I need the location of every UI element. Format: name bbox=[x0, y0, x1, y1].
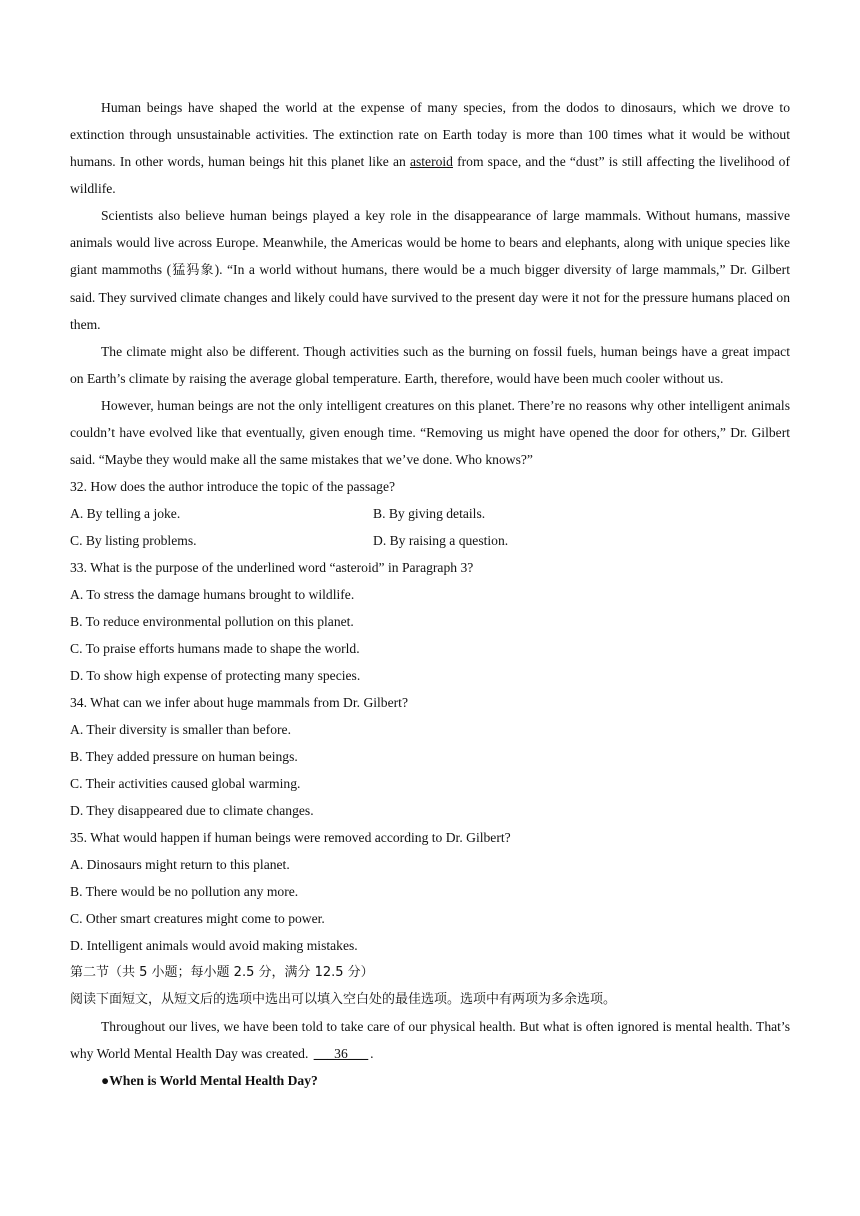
paragraph-2-chinese-term: 猛犸象 bbox=[171, 263, 215, 278]
question-34-option-a: A. Their diversity is smaller than before. bbox=[70, 722, 291, 737]
question-32-option-c: C. By listing problems. bbox=[70, 533, 197, 548]
paragraph-2-text-a: Scientists also believe human beings played a key role in the disappearance of large mammals. Without humans, massive animals would live across Europe. Meanwhile, the Americas would be home to bears and elephants, along with unique species like giant mammoths ( bbox=[70, 208, 790, 277]
question-32-stem: 32. How does the author introduce the topic of the passage? bbox=[70, 479, 396, 494]
question-33-option-c: C. To praise efforts humans made to shape the world. bbox=[70, 641, 360, 656]
question-35-option-d: D. Intelligent animals would avoid making mistakes. bbox=[70, 938, 358, 953]
document-page bbox=[70, 94, 790, 1094]
question-34-option-c: C. Their activities caused global warming. bbox=[70, 776, 301, 791]
paragraph-4: However, human beings are not the only intelligent creatures on this planet. There’re no reasons why other intelligent animals couldn’t have evolved like that eventually, given enough time. “Removing us might have opened the door for others,” Dr. Gilbert said. “Maybe they would make all the same mistakes that we’ve done. Who knows?” bbox=[70, 398, 790, 467]
question-35-option-c: C. Other smart creatures might come to power. bbox=[70, 911, 325, 926]
question-33-option-d: D. To show high expense of protecting many species. bbox=[70, 668, 361, 683]
section-2-paragraph-1-end: . bbox=[370, 1046, 374, 1061]
section-2-paragraph-1-text: Throughout our lives, we have been told to take care of our physical health. But what is often ignored is mental health. That’s why World Mental Health Day was created. bbox=[70, 1019, 790, 1061]
question-35-stem: 35. What would happen if human beings were removed according to Dr. Gilbert? bbox=[70, 830, 511, 845]
question-35-option-b: B. There would be no pollution any more. bbox=[70, 884, 299, 899]
section-2-paragraph-1 bbox=[70, 1013, 790, 1067]
question-34-option-b: B. They added pressure on human beings. bbox=[70, 749, 298, 764]
question-33-option-b: B. To reduce environmental pollution on this planet. bbox=[70, 614, 354, 629]
question-32-options-row-1 bbox=[70, 500, 790, 527]
blank-36: ___36___ bbox=[313, 1046, 369, 1061]
paragraph-1 bbox=[70, 94, 790, 202]
question-34-option-d: D. They disappeared due to climate changes. bbox=[70, 803, 314, 818]
section-2-instructions: 阅读下面短文，从短文后的选项中选出可以填入空白处的最佳选项。选项中有两项为多余选项。 bbox=[70, 992, 617, 1007]
paragraph-1-text-b: from space, and the “dust” is still affecting the livelihood of wildlife. bbox=[70, 154, 790, 196]
question-32-option-a: A. By telling a joke. bbox=[70, 506, 181, 521]
paragraph-3: The climate might also be different. Though activities such as the burning on fossil fuels, human beings have a great impact on Earth’s climate by raising the average global temperature. Earth, therefore, would have been much cooler without us. bbox=[70, 344, 790, 386]
question-32-option-d: D. By raising a question. bbox=[373, 533, 509, 548]
section-2-heading: 第二节（共 5 小题；每小题 2.5 分，满分 12.5 分） bbox=[70, 965, 374, 980]
question-33-option-a: A. To stress the damage humans brought to wildlife. bbox=[70, 587, 355, 602]
underlined-word-asteroid: asteroid bbox=[409, 154, 453, 169]
question-32-options-row-2 bbox=[70, 527, 790, 554]
question-34-stem: 34. What can we infer about huge mammals from Dr. Gilbert? bbox=[70, 695, 408, 710]
paragraph-2-text-b: ). “In a world without humans, there would be a much bigger diversity of large mammals,” Dr. Gilbert said. They survived climate changes and likely could have survived to the present day were it not for the pressure humans placed on them. bbox=[70, 262, 790, 332]
question-35-option-a: A. Dinosaurs might return to this planet. bbox=[70, 857, 290, 872]
paragraph-2 bbox=[70, 202, 790, 338]
paragraph-1-text-a: Human beings have shaped the world at the expense of many species, from the dodos to dinosaurs, which we drove to extinction through unsustainable activities. The extinction rate on Earth today is more than 100 times what it would be without humans. In other words, human beings hit this planet like an bbox=[70, 100, 790, 169]
section-2-subheading: ●When is World Mental Health Day? bbox=[101, 1073, 318, 1088]
question-32-option-b: B. By giving details. bbox=[373, 506, 486, 521]
question-33-stem: 33. What is the purpose of the underlined word “asteroid” in Paragraph 3? bbox=[70, 560, 474, 575]
